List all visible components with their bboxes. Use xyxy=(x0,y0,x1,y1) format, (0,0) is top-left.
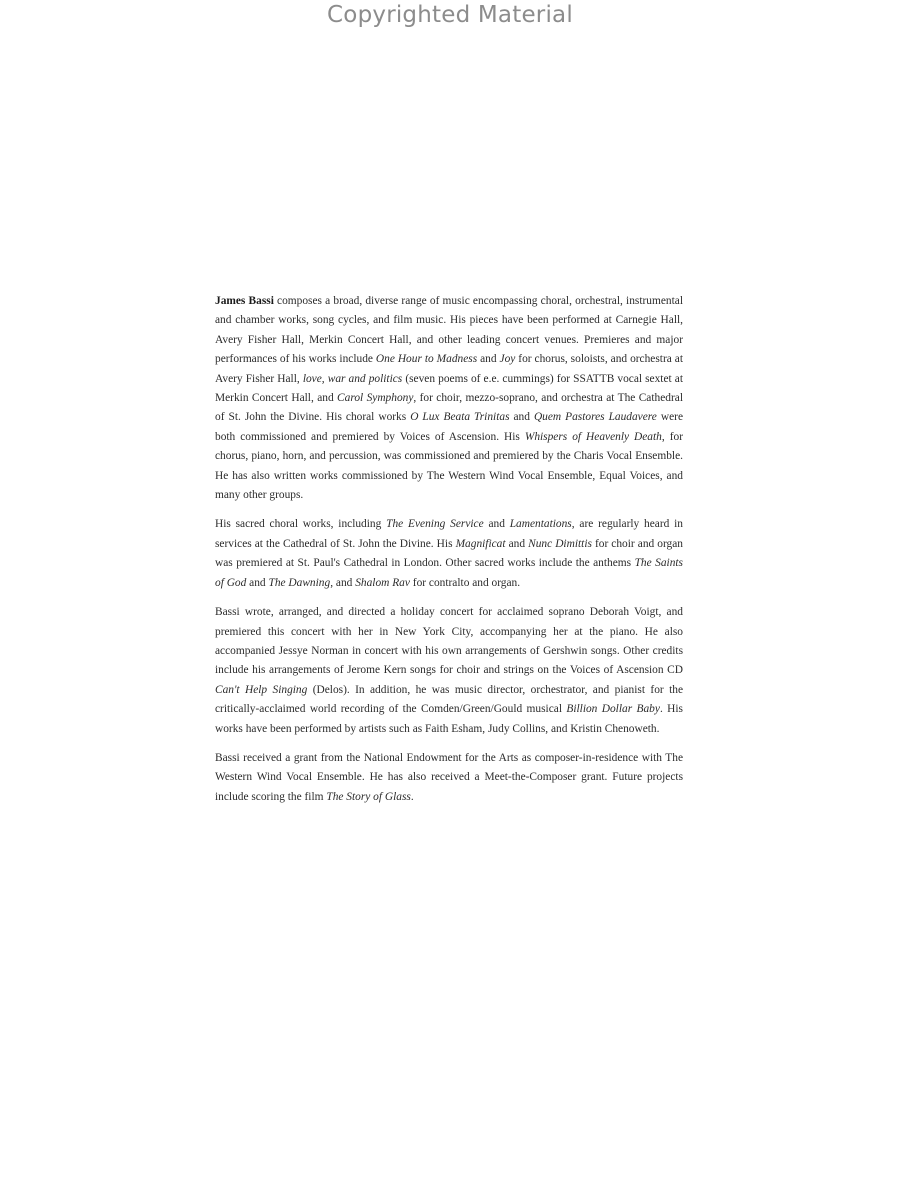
work-title: Magnificat xyxy=(455,537,506,550)
bio-paragraph xyxy=(215,749,683,807)
work-title: Lamentations xyxy=(509,518,572,531)
copyright-watermark: Copyrighted Material xyxy=(327,2,573,28)
bio-text: for contralto and organ. xyxy=(409,576,521,589)
bio-text: , for choir, mezzo-soprano, and orchestra at The Cathedral of St. John the Divine. His choral works xyxy=(215,392,683,424)
work-title: love, war and politics xyxy=(302,372,403,385)
bio-text: . xyxy=(410,790,414,803)
bio-text: Bassi wrote, arranged, and directed a holiday concert for acclaimed soprano Deborah Voigt, and premiered this concert with her in New York City, accompanying her at the piano. He also accompanied Jessye Norman in concert with his own arrangements of Gershwin songs. Other credits include his arrangements of Jerome Kern songs for choir and strings on the Voices of Ascension CD xyxy=(215,606,683,677)
composer-name: James Bassi xyxy=(215,295,274,307)
composer-biography xyxy=(215,292,683,817)
bio-text: His sacred choral works, including xyxy=(215,518,387,531)
bio-text: composes a broad, diverse range of music encompassing choral, orchestral, instrumental and chamber works, song cycles, and film music. His pieces have been performed at Carnegie Hall, Avery Fisher Hall, Merkin Concert Hall, and other leading concert venues. Premieres and major performances of his works include xyxy=(215,295,683,366)
bio-text: for chorus, soloists, and orchestra at Avery Fisher Hall, xyxy=(215,353,683,385)
work-title: The Dawning xyxy=(268,576,331,589)
work-title: Quem Pastores Laudavere xyxy=(533,411,657,424)
bio-text: and xyxy=(509,411,534,424)
bio-text: . His works have been performed by artists such as Faith Esham, Judy Collins, and Kristin Chenoweth. xyxy=(215,703,683,735)
bio-paragraph xyxy=(215,515,683,593)
bio-text: Bassi received a grant from the National Endowment for the Arts as composer-in-residence with The Western Wind Vocal Ensemble. He has also received a Meet-the-Composer grant. Future projects include scoring the film xyxy=(215,751,683,803)
bio-text: , for chorus, piano, horn, and percussion, was commissioned and premiered by the Charis Vocal Ensemble. He has also written works commissioned by The Western Wind Vocal Ensemble, Equal Voices, and many other groups. xyxy=(215,430,683,502)
work-title: O Lux Beata Trinitas xyxy=(410,411,510,424)
work-title: The Evening Service xyxy=(386,518,484,531)
bio-paragraph xyxy=(215,292,683,505)
bio-paragraph xyxy=(215,603,683,739)
bio-text: and xyxy=(483,518,510,531)
bio-text: for choir and organ was premiered at St. Paul's Cathedral in London. Other sacred works include the anthems xyxy=(215,537,683,570)
bio-text: and xyxy=(246,576,269,589)
work-title: One Hour to Madness xyxy=(375,353,478,366)
work-title: Nunc Dimittis xyxy=(528,537,592,550)
work-title: Shalom Rav xyxy=(355,576,410,589)
work-title: Can't Help Singing xyxy=(215,683,308,696)
bio-text: (Delos). In addition, he was music director, orchestrator, and pianist for the critically-acclaimed world recording of the Comden/Green/Gould musical xyxy=(215,683,683,716)
bio-text: (seven poems of e.e. cummings) for SSATTB vocal sextet at Merkin Concert Hall, and xyxy=(215,372,683,405)
bio-text: were both commissioned and premiered by Voices of Ascension. His xyxy=(215,411,683,443)
bio-text: , are regularly heard in services at the Cathedral of St. John the Divine. His xyxy=(215,518,683,550)
work-title: Billion Dollar Baby xyxy=(566,703,660,716)
bio-text: and xyxy=(477,353,500,366)
bio-text: and xyxy=(505,537,529,550)
work-title: Carol Symphony xyxy=(337,392,414,405)
work-title: Joy xyxy=(499,353,516,366)
work-title: The Story of Glass xyxy=(326,790,411,803)
work-title: Whispers of Heavenly Death xyxy=(524,430,662,443)
work-title: The Saints of God xyxy=(215,557,683,589)
bio-text: , and xyxy=(330,576,356,589)
